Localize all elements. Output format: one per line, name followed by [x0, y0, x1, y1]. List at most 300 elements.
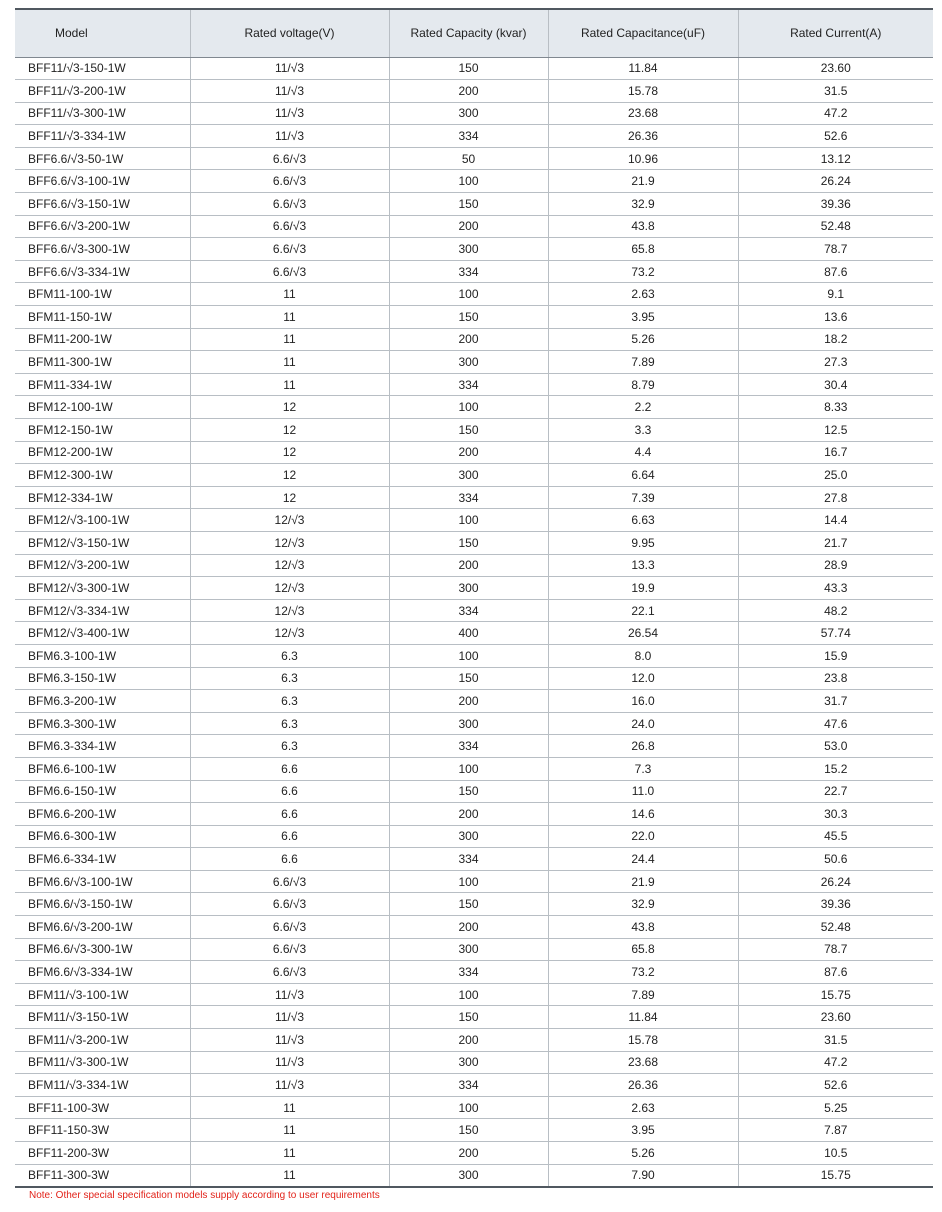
cell-rated-capacitance: 26.54: [548, 622, 738, 645]
cell-model: BFM11-100-1W: [15, 283, 190, 306]
cell-rated-capacity: 100: [389, 644, 548, 667]
cell-model: BFM6.6/√3-100-1W: [15, 870, 190, 893]
cell-model: BFF11-300-3W: [15, 1164, 190, 1187]
cell-rated-current: 28.9: [738, 554, 933, 577]
table-row: [15, 983, 933, 1006]
cell-model: BFM12/√3-200-1W: [15, 554, 190, 577]
cell-rated-current: 31.5: [738, 80, 933, 103]
cell-rated-voltage: 11/√3: [190, 57, 389, 80]
cell-model: BFM11-150-1W: [15, 306, 190, 329]
cell-rated-voltage: 6.6: [190, 757, 389, 780]
table-row: [15, 622, 933, 645]
cell-rated-current: 13.6: [738, 306, 933, 329]
cell-model: BFM12-100-1W: [15, 396, 190, 419]
cell-rated-current: 47.2: [738, 1051, 933, 1074]
cell-rated-capacitance: 21.9: [548, 870, 738, 893]
cell-rated-current: 27.3: [738, 351, 933, 374]
cell-rated-capacity: 300: [389, 102, 548, 125]
cell-rated-current: 31.7: [738, 690, 933, 713]
cell-rated-current: 18.2: [738, 328, 933, 351]
cell-rated-current: 30.4: [738, 373, 933, 396]
cell-rated-voltage: 11: [190, 283, 389, 306]
cell-model: BFF11/√3-150-1W: [15, 57, 190, 80]
cell-rated-voltage: 11/√3: [190, 1074, 389, 1097]
header-row: [15, 9, 933, 57]
table-row: [15, 554, 933, 577]
cell-rated-voltage: 6.6/√3: [190, 938, 389, 961]
cell-model: BFM6.6-100-1W: [15, 757, 190, 780]
table-row: [15, 306, 933, 329]
cell-rated-current: 39.36: [738, 193, 933, 216]
cell-rated-capacitance: 26.36: [548, 1074, 738, 1097]
cell-model: BFM11/√3-334-1W: [15, 1074, 190, 1097]
cell-rated-voltage: 6.6/√3: [190, 893, 389, 916]
cell-rated-current: 9.1: [738, 283, 933, 306]
cell-rated-current: 15.75: [738, 1164, 933, 1187]
cell-rated-voltage: 12: [190, 396, 389, 419]
cell-rated-capacitance: 10.96: [548, 147, 738, 170]
cell-rated-capacitance: 7.90: [548, 1164, 738, 1187]
cell-rated-capacity: 334: [389, 373, 548, 396]
cell-model: BFM6.6/√3-300-1W: [15, 938, 190, 961]
header-rated-current: Rated Current(A): [738, 9, 933, 57]
cell-rated-capacitance: 11.0: [548, 780, 738, 803]
cell-rated-capacity: 400: [389, 622, 548, 645]
cell-model: BFM6.6-300-1W: [15, 825, 190, 848]
cell-rated-capacity: 300: [389, 712, 548, 735]
cell-rated-voltage: 12/√3: [190, 554, 389, 577]
cell-rated-voltage: 11/√3: [190, 80, 389, 103]
cell-model: BFM12-300-1W: [15, 464, 190, 487]
cell-rated-capacity: 150: [389, 193, 548, 216]
cell-rated-capacitance: 32.9: [548, 893, 738, 916]
cell-rated-current: 7.87: [738, 1119, 933, 1142]
cell-rated-capacitance: 26.36: [548, 125, 738, 148]
cell-model: BFM11-334-1W: [15, 373, 190, 396]
cell-rated-capacitance: 21.9: [548, 170, 738, 193]
cell-rated-voltage: 12: [190, 441, 389, 464]
table-row: [15, 1119, 933, 1142]
table-row: [15, 147, 933, 170]
cell-rated-voltage: 11: [190, 1119, 389, 1142]
cell-model: BFF11/√3-334-1W: [15, 125, 190, 148]
cell-model: BFM11-300-1W: [15, 351, 190, 374]
cell-rated-capacity: 334: [389, 599, 548, 622]
cell-rated-capacity: 334: [389, 735, 548, 758]
cell-rated-current: 52.48: [738, 916, 933, 939]
cell-rated-current: 57.74: [738, 622, 933, 645]
cell-rated-capacity: 100: [389, 509, 548, 532]
cell-rated-capacity: 200: [389, 215, 548, 238]
header-rated-voltage: Rated voltage(V): [190, 9, 389, 57]
table-row: [15, 825, 933, 848]
cell-rated-current: 78.7: [738, 938, 933, 961]
cell-model: BFM6.3-300-1W: [15, 712, 190, 735]
cell-rated-capacitance: 24.0: [548, 712, 738, 735]
cell-rated-current: 23.60: [738, 57, 933, 80]
table-row: [15, 848, 933, 871]
header-rated-capacitance: Rated Capacitance(uF): [548, 9, 738, 57]
cell-rated-current: 47.2: [738, 102, 933, 125]
cell-rated-capacity: 334: [389, 125, 548, 148]
cell-rated-current: 52.6: [738, 1074, 933, 1097]
cell-rated-current: 31.5: [738, 1029, 933, 1052]
cell-model: BFM11/√3-100-1W: [15, 983, 190, 1006]
cell-rated-capacitance: 43.8: [548, 215, 738, 238]
cell-rated-current: 15.75: [738, 983, 933, 1006]
cell-rated-current: 87.6: [738, 961, 933, 984]
cell-rated-voltage: 11: [190, 373, 389, 396]
cell-rated-capacitance: 6.64: [548, 464, 738, 487]
cell-rated-capacity: 300: [389, 1051, 548, 1074]
cell-model: BFF6.6/√3-200-1W: [15, 215, 190, 238]
table-row: [15, 283, 933, 306]
cell-rated-capacitance: 24.4: [548, 848, 738, 871]
cell-model: BFM6.6/√3-150-1W: [15, 893, 190, 916]
cell-model: BFM11/√3-150-1W: [15, 1006, 190, 1029]
table-row: [15, 328, 933, 351]
cell-rated-capacitance: 26.8: [548, 735, 738, 758]
cell-rated-capacitance: 16.0: [548, 690, 738, 713]
cell-rated-voltage: 6.6/√3: [190, 260, 389, 283]
cell-rated-voltage: 12/√3: [190, 599, 389, 622]
cell-rated-voltage: 12: [190, 486, 389, 509]
cell-rated-capacity: 150: [389, 531, 548, 554]
cell-rated-capacitance: 12.0: [548, 667, 738, 690]
cell-rated-current: 43.3: [738, 577, 933, 600]
cell-model: BFF6.6/√3-300-1W: [15, 238, 190, 261]
table-row: [15, 1164, 933, 1187]
cell-rated-capacity: 200: [389, 80, 548, 103]
cell-model: BFM12/√3-400-1W: [15, 622, 190, 645]
cell-rated-capacitance: 32.9: [548, 193, 738, 216]
cell-rated-capacity: 200: [389, 554, 548, 577]
cell-model: BFM12/√3-334-1W: [15, 599, 190, 622]
cell-rated-capacitance: 7.3: [548, 757, 738, 780]
table-row: [15, 260, 933, 283]
table-row: [15, 803, 933, 826]
cell-model: BFM6.6-200-1W: [15, 803, 190, 826]
cell-model: BFF6.6/√3-50-1W: [15, 147, 190, 170]
table-row: [15, 441, 933, 464]
table-row: [15, 509, 933, 532]
cell-rated-voltage: 6.6/√3: [190, 238, 389, 261]
cell-rated-voltage: 6.3: [190, 712, 389, 735]
cell-rated-voltage: 6.6/√3: [190, 870, 389, 893]
cell-model: BFM12/√3-150-1W: [15, 531, 190, 554]
cell-rated-capacitance: 2.63: [548, 1096, 738, 1119]
cell-rated-current: 53.0: [738, 735, 933, 758]
cell-rated-capacitance: 73.2: [548, 260, 738, 283]
cell-rated-capacity: 200: [389, 1029, 548, 1052]
cell-rated-current: 78.7: [738, 238, 933, 261]
cell-rated-capacity: 334: [389, 260, 548, 283]
cell-rated-current: 22.7: [738, 780, 933, 803]
cell-model: BFM11-200-1W: [15, 328, 190, 351]
cell-rated-capacitance: 3.3: [548, 419, 738, 442]
cell-rated-capacitance: 15.78: [548, 80, 738, 103]
cell-rated-voltage: 11/√3: [190, 1006, 389, 1029]
cell-rated-capacitance: 14.6: [548, 803, 738, 826]
table-row: [15, 712, 933, 735]
table-row: [15, 486, 933, 509]
cell-model: BFM12/√3-100-1W: [15, 509, 190, 532]
cell-rated-current: 13.12: [738, 147, 933, 170]
cell-rated-current: 52.6: [738, 125, 933, 148]
cell-rated-capacity: 100: [389, 283, 548, 306]
cell-rated-capacity: 200: [389, 1142, 548, 1165]
cell-rated-current: 25.0: [738, 464, 933, 487]
cell-rated-current: 15.2: [738, 757, 933, 780]
cell-rated-capacity: 334: [389, 848, 548, 871]
cell-rated-voltage: 11: [190, 1096, 389, 1119]
table-header: [15, 9, 933, 57]
cell-rated-capacitance: 9.95: [548, 531, 738, 554]
cell-rated-capacitance: 5.26: [548, 1142, 738, 1165]
cell-rated-capacitance: 7.89: [548, 983, 738, 1006]
cell-rated-capacity: 100: [389, 870, 548, 893]
cell-rated-capacitance: 19.9: [548, 577, 738, 600]
cell-rated-voltage: 12/√3: [190, 509, 389, 532]
cell-rated-capacity: 200: [389, 916, 548, 939]
cell-rated-voltage: 11: [190, 1142, 389, 1165]
header-rated-capacity: Rated Capacity (kvar): [389, 9, 548, 57]
table-row: [15, 577, 933, 600]
cell-rated-capacity: 100: [389, 1096, 548, 1119]
cell-model: BFF6.6/√3-334-1W: [15, 260, 190, 283]
cell-rated-capacitance: 23.68: [548, 102, 738, 125]
table-row: [15, 464, 933, 487]
cell-rated-current: 39.36: [738, 893, 933, 916]
cell-rated-current: 87.6: [738, 260, 933, 283]
cell-rated-current: 10.5: [738, 1142, 933, 1165]
cell-rated-capacity: 100: [389, 983, 548, 1006]
table-row: [15, 102, 933, 125]
table-row: [15, 757, 933, 780]
cell-rated-voltage: 12/√3: [190, 622, 389, 645]
cell-rated-capacitance: 7.39: [548, 486, 738, 509]
cell-rated-capacity: 150: [389, 780, 548, 803]
table-row: [15, 780, 933, 803]
cell-rated-capacitance: 22.0: [548, 825, 738, 848]
cell-rated-voltage: 6.6/√3: [190, 961, 389, 984]
table-row: [15, 193, 933, 216]
cell-rated-capacitance: 22.1: [548, 599, 738, 622]
table-row: [15, 599, 933, 622]
header-model: Model: [15, 9, 190, 57]
table-row: [15, 373, 933, 396]
cell-rated-current: 12.5: [738, 419, 933, 442]
cell-rated-capacitance: 8.79: [548, 373, 738, 396]
cell-rated-voltage: 6.6: [190, 780, 389, 803]
cell-rated-capacity: 300: [389, 577, 548, 600]
cell-rated-voltage: 11: [190, 328, 389, 351]
cell-rated-capacity: 150: [389, 419, 548, 442]
cell-model: BFM6.6/√3-200-1W: [15, 916, 190, 939]
table-row: [15, 916, 933, 939]
cell-rated-capacity: 200: [389, 441, 548, 464]
cell-rated-capacitance: 3.95: [548, 306, 738, 329]
cell-rated-capacity: 300: [389, 938, 548, 961]
cell-rated-current: 48.2: [738, 599, 933, 622]
cell-model: BFM6.3-334-1W: [15, 735, 190, 758]
cell-rated-voltage: 11/√3: [190, 102, 389, 125]
cell-rated-capacity: 334: [389, 961, 548, 984]
cell-rated-voltage: 6.6/√3: [190, 215, 389, 238]
table-row: [15, 1006, 933, 1029]
table-row: [15, 667, 933, 690]
cell-rated-voltage: 6.6/√3: [190, 916, 389, 939]
cell-model: BFM6.3-100-1W: [15, 644, 190, 667]
table-row: [15, 238, 933, 261]
cell-model: BFM12-334-1W: [15, 486, 190, 509]
cell-rated-capacity: 334: [389, 1074, 548, 1097]
cell-model: BFM11/√3-300-1W: [15, 1051, 190, 1074]
cell-model: BFF11-100-3W: [15, 1096, 190, 1119]
cell-model: BFF11-150-3W: [15, 1119, 190, 1142]
cell-rated-capacitance: 13.3: [548, 554, 738, 577]
cell-rated-current: 26.24: [738, 170, 933, 193]
cell-model: BFM12-200-1W: [15, 441, 190, 464]
cell-rated-capacitance: 11.84: [548, 57, 738, 80]
cell-rated-voltage: 11: [190, 351, 389, 374]
cell-model: BFM6.3-200-1W: [15, 690, 190, 713]
cell-rated-current: 50.6: [738, 848, 933, 871]
cell-rated-capacitance: 65.8: [548, 938, 738, 961]
cell-rated-capacity: 100: [389, 396, 548, 419]
cell-model: BFM6.6/√3-334-1W: [15, 961, 190, 984]
cell-rated-current: 15.9: [738, 644, 933, 667]
cell-rated-capacity: 100: [389, 757, 548, 780]
cell-rated-capacity: 300: [389, 351, 548, 374]
table-row: [15, 396, 933, 419]
cell-rated-capacitance: 65.8: [548, 238, 738, 261]
cell-rated-capacitance: 73.2: [548, 961, 738, 984]
table-row: [15, 351, 933, 374]
table-row: [15, 531, 933, 554]
cell-rated-current: 52.48: [738, 215, 933, 238]
table-row: [15, 644, 933, 667]
cell-model: BFM6.6-150-1W: [15, 780, 190, 803]
cell-rated-voltage: 12/√3: [190, 577, 389, 600]
cell-rated-voltage: 11/√3: [190, 125, 389, 148]
cell-rated-current: 14.4: [738, 509, 933, 532]
cell-rated-current: 27.8: [738, 486, 933, 509]
cell-model: BFM12-150-1W: [15, 419, 190, 442]
cell-rated-capacity: 100: [389, 170, 548, 193]
cell-model: BFM6.6-334-1W: [15, 848, 190, 871]
cell-rated-voltage: 11: [190, 306, 389, 329]
cell-rated-capacitance: 3.95: [548, 1119, 738, 1142]
cell-rated-capacitance: 8.0: [548, 644, 738, 667]
cell-rated-voltage: 12: [190, 464, 389, 487]
capacitor-spec-table: [15, 8, 933, 1188]
cell-rated-capacity: 200: [389, 690, 548, 713]
cell-rated-capacitance: 2.63: [548, 283, 738, 306]
table-row: [15, 1029, 933, 1052]
cell-rated-capacitance: 2.2: [548, 396, 738, 419]
cell-rated-capacity: 200: [389, 803, 548, 826]
cell-rated-voltage: 6.3: [190, 667, 389, 690]
cell-rated-capacity: 150: [389, 1006, 548, 1029]
table-row: [15, 938, 933, 961]
table-row: [15, 1142, 933, 1165]
cell-rated-voltage: 6.3: [190, 735, 389, 758]
cell-rated-current: 5.25: [738, 1096, 933, 1119]
table-row: [15, 215, 933, 238]
cell-rated-current: 21.7: [738, 531, 933, 554]
cell-rated-current: 47.6: [738, 712, 933, 735]
cell-model: BFF6.6/√3-150-1W: [15, 193, 190, 216]
cell-rated-voltage: 6.6: [190, 848, 389, 871]
cell-rated-voltage: 6.6/√3: [190, 193, 389, 216]
cell-rated-capacity: 150: [389, 1119, 548, 1142]
cell-rated-current: 30.3: [738, 803, 933, 826]
cell-model: BFM11/√3-200-1W: [15, 1029, 190, 1052]
cell-model: BFM12/√3-300-1W: [15, 577, 190, 600]
footnote: Note: Other special specification models supply according to user requirements: [29, 1190, 380, 1201]
cell-rated-voltage: 12: [190, 419, 389, 442]
table-row: [15, 419, 933, 442]
cell-rated-current: 45.5: [738, 825, 933, 848]
table-row: [15, 870, 933, 893]
cell-rated-voltage: 11/√3: [190, 1029, 389, 1052]
cell-rated-current: 16.7: [738, 441, 933, 464]
table-row: [15, 690, 933, 713]
table-body: [15, 57, 933, 1187]
cell-rated-voltage: 6.3: [190, 644, 389, 667]
table-row: [15, 1074, 933, 1097]
table-row: [15, 57, 933, 80]
cell-rated-voltage: 6.6: [190, 825, 389, 848]
cell-rated-capacitance: 43.8: [548, 916, 738, 939]
cell-rated-capacity: 150: [389, 893, 548, 916]
cell-model: BFF6.6/√3-100-1W: [15, 170, 190, 193]
cell-model: BFF11/√3-200-1W: [15, 80, 190, 103]
cell-rated-capacity: 300: [389, 464, 548, 487]
cell-model: BFF11-200-3W: [15, 1142, 190, 1165]
table-row: [15, 170, 933, 193]
cell-rated-capacitance: 5.26: [548, 328, 738, 351]
cell-rated-capacity: 150: [389, 57, 548, 80]
cell-model: BFF11/√3-300-1W: [15, 102, 190, 125]
table-row: [15, 1096, 933, 1119]
cell-rated-capacity: 300: [389, 238, 548, 261]
table-row: [15, 125, 933, 148]
cell-rated-capacitance: 15.78: [548, 1029, 738, 1052]
cell-rated-voltage: 11/√3: [190, 1051, 389, 1074]
cell-rated-capacity: 50: [389, 147, 548, 170]
cell-rated-voltage: 6.6/√3: [190, 147, 389, 170]
cell-rated-capacity: 334: [389, 486, 548, 509]
cell-rated-voltage: 11: [190, 1164, 389, 1187]
cell-rated-voltage: 6.3: [190, 690, 389, 713]
table-row: [15, 80, 933, 103]
cell-rated-voltage: 12/√3: [190, 531, 389, 554]
cell-rated-capacity: 150: [389, 306, 548, 329]
cell-rated-capacitance: 6.63: [548, 509, 738, 532]
cell-rated-capacitance: 4.4: [548, 441, 738, 464]
table-row: [15, 961, 933, 984]
cell-rated-current: 26.24: [738, 870, 933, 893]
cell-rated-capacity: 300: [389, 825, 548, 848]
cell-rated-capacitance: 7.89: [548, 351, 738, 374]
cell-rated-current: 8.33: [738, 396, 933, 419]
cell-rated-voltage: 6.6: [190, 803, 389, 826]
cell-model: BFM6.3-150-1W: [15, 667, 190, 690]
table-row: [15, 735, 933, 758]
cell-rated-capacity: 150: [389, 667, 548, 690]
